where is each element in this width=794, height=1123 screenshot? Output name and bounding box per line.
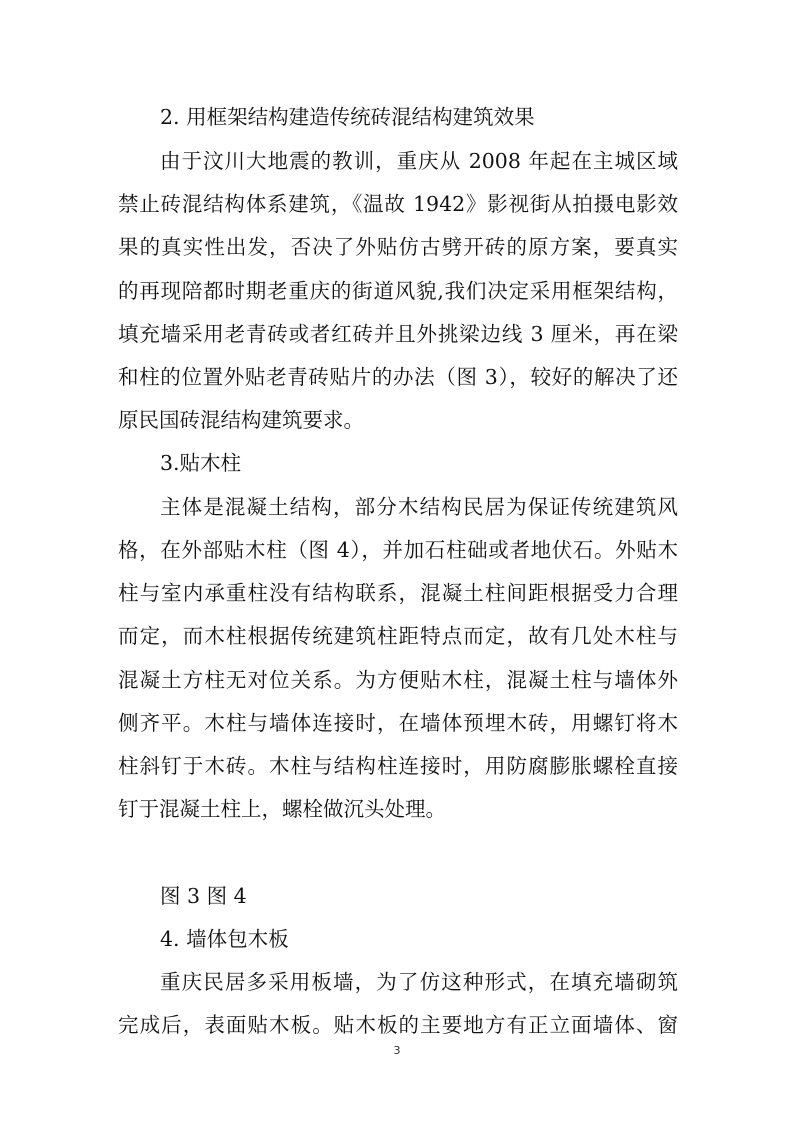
section-3-line-2: 格，在外部贴木柱（图 4），并加石柱础或者地伏石。外贴木 [118, 538, 678, 562]
section-3-line-5: 混凝土方柱无对位关系。为方便贴木柱，混凝土柱与墙体外 [118, 668, 678, 692]
section-3-line-7: 柱斜钉于木砖。木柱与结构柱连接时，用防腐膨胀螺栓直接 [118, 754, 678, 778]
section-3-line-4: 而定，而木柱根据传统建筑柱距特点而定，故有几处木柱与 [118, 624, 678, 648]
section-4-heading: 4. 墙体包木板 [160, 927, 289, 951]
section-2-line-1: 由于汶川大地震的教训，重庆从 2008 年起在主城区域 [160, 149, 678, 173]
section-3-line-3: 柱与室内承重柱没有结构联系，混凝土柱间距根据受力合理 [118, 581, 678, 605]
section-2-line-5: 填充墙采用老青砖或者红砖并且外挑梁边线 3 厘米，再在梁 [118, 322, 678, 346]
section-3-line-6: 侧齐平。木柱与墙体连接时，在墙体预埋木砖，用螺钉将木 [118, 711, 678, 735]
section-2-line-4: 的再现陪都时期老重庆的街道风貌,我们决定采用框架结构， [118, 279, 678, 303]
section-2-line-6: 和柱的位置外贴老青砖贴片的办法（图 3），较好的解决了还 [118, 365, 678, 389]
section-2-line-3: 果的真实性出发，否决了外贴仿古劈开砖的原方案，要真实 [118, 235, 678, 259]
section-3-heading: 3.贴木柱 [160, 451, 242, 475]
page-number: 3 [393, 1044, 401, 1057]
figure-caption: 图 3 图 4 [160, 884, 247, 908]
section-4-line-2: 完成后，表面贴木板。贴木板的主要地方有正立面墙体、窗 [118, 1013, 678, 1037]
section-3-line-1: 主体是混凝土结构，部分木结构民居为保证传统建筑风 [160, 495, 678, 519]
section-2-line-7: 原民国砖混结构建筑要求。 [118, 408, 364, 432]
section-4-line-1: 重庆民居多采用板墙，为了仿这种形式，在填充墙砌筑 [160, 970, 678, 994]
section-3-line-8: 钉于混凝土柱上，螺栓做沉头处理。 [118, 797, 446, 821]
section-2-line-2: 禁止砖混结构体系建筑，《温故 1942》影视街从拍摄电影效 [118, 192, 678, 216]
section-2-heading: 2. 用框架结构建造传统砖混结构建筑效果 [160, 105, 535, 129]
